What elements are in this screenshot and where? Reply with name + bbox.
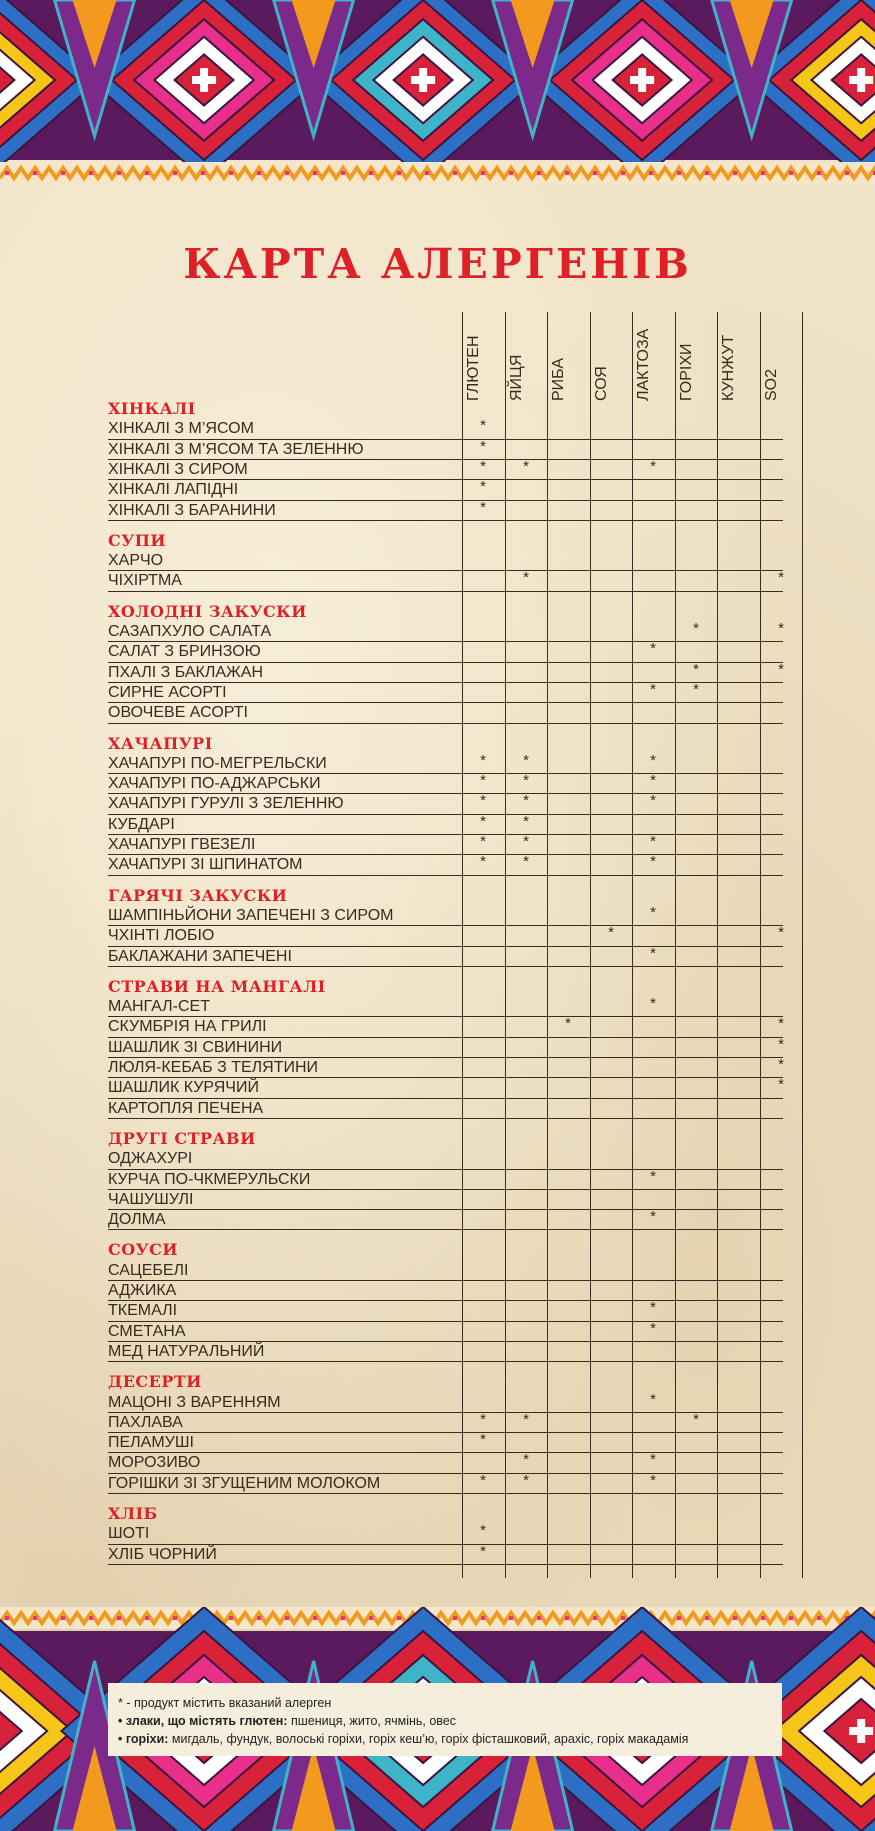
allergen-mark: * — [523, 751, 529, 769]
legend-line-asterisk: * - продукт містить вказаний алерген — [118, 1696, 332, 1710]
column-header — [632, 310, 674, 410]
row-divider — [108, 1361, 783, 1362]
row-divider — [108, 439, 783, 440]
section-title: ГАРЯЧІ ЗАКУСКИ — [108, 885, 288, 905]
section-title: ДРУГІ СТРАВИ — [108, 1128, 256, 1148]
dish-name: ХАЧАПУРІ ГУРУЛІ З ЗЕЛЕННЮ — [108, 795, 344, 813]
row-divider — [108, 814, 783, 815]
section-title: ХОЛОДНІ ЗАКУСКИ — [108, 601, 307, 621]
legend-line-nuts — [118, 1730, 772, 1748]
row-divider — [108, 1564, 783, 1565]
dish-name: ЧАШУШУЛІ — [108, 1190, 194, 1208]
allergen-mark: * — [650, 1167, 656, 1185]
row-divider — [108, 925, 783, 926]
section-title: СОУСИ — [108, 1240, 179, 1260]
dish-name: КАРТОПЛЯ ПЕЧЕНА — [108, 1099, 264, 1117]
row-divider — [108, 479, 783, 480]
allergen-mark: * — [778, 569, 784, 587]
dish-name: ОВОЧЕВЕ АСОРТІ — [108, 704, 248, 722]
dish-name: ЧІХІРТМА — [108, 572, 182, 590]
dish-name: МОРОЗИВО — [108, 1454, 201, 1472]
allergen-mark: * — [778, 1015, 784, 1033]
allergen-mark: * — [480, 833, 486, 850]
dish-name: СМЕТАНА — [108, 1322, 186, 1340]
allergen-mark: * — [523, 569, 529, 587]
dish-name: ДОЛМА — [108, 1211, 166, 1229]
section-title: ДЕСЕРТИ — [108, 1372, 202, 1392]
row-divider — [108, 1432, 783, 1433]
allergen-mark: * — [650, 1208, 656, 1226]
section-title: СТРАВИ НА МАНГАЛІ — [108, 976, 326, 996]
allergen-mark: * — [523, 1410, 529, 1428]
column-header — [717, 310, 759, 410]
allergen-mark: * — [650, 833, 656, 850]
row-divider — [108, 591, 783, 592]
legend-nuts-text: мигдаль, фундук, волоські горіхи, горіх кеш’ю, горіх фісташковий, арахіс, горіх макадамія — [168, 1732, 689, 1746]
allergen-mark: * — [650, 944, 656, 962]
allergen-mark: * — [650, 853, 656, 871]
dish-name: ШАШЛИК ЗІ СВИНИНИ — [108, 1038, 283, 1056]
allergen-mark: * — [778, 620, 784, 637]
section-title: ХАЧАПУРІ — [108, 733, 213, 753]
legend-gluten-text: пшениця, жито, ячмінь, овес — [287, 1714, 457, 1728]
dish-name: ХАЧАПУРІ ЗІ ШПИНАТОМ — [108, 856, 303, 874]
dish-name: ХЛІБ ЧОРНИЙ — [108, 1545, 217, 1563]
allergen-mark: * — [650, 1451, 656, 1469]
row-divider — [108, 875, 783, 876]
dish-name: ХІНКАЛІ З СИРОМ — [108, 460, 248, 478]
allergen-mark: * — [480, 1542, 486, 1560]
allergen-mark: * — [650, 792, 656, 810]
allergen-mark: * — [480, 772, 486, 790]
allergen-mark: * — [650, 903, 656, 921]
allergen-mark: * — [693, 660, 699, 678]
row-divider — [108, 702, 783, 703]
row-divider — [108, 1169, 783, 1170]
column-header — [590, 310, 632, 410]
row-divider — [108, 570, 783, 571]
row-divider — [108, 682, 783, 683]
dish-name: ЧХІНТІ ЛОБІО — [108, 927, 215, 945]
dish-name: ШОТІ — [108, 1525, 150, 1543]
dish-name: КУРЧА ПО-ЧКМЕРУЛЬСКИ — [108, 1170, 311, 1188]
allergen-mark: * — [523, 1451, 529, 1469]
allergen-mark: * — [480, 853, 486, 871]
row-divider — [108, 1057, 783, 1058]
column-header-label: СОЯ — [593, 366, 610, 401]
allergen-mark: * — [480, 792, 486, 810]
dish-name: САЛАТ З БРИНЗОЮ — [108, 643, 261, 661]
row-divider — [108, 1037, 783, 1038]
row-divider — [108, 1341, 783, 1342]
column-header — [760, 310, 802, 410]
row-divider — [108, 662, 783, 663]
legend-box — [108, 1683, 782, 1756]
allergen-mark: * — [778, 1076, 784, 1094]
allergen-mark: * — [778, 924, 784, 942]
allergen-mark: * — [480, 1431, 486, 1449]
allergen-mark: * — [480, 437, 486, 455]
allergen-mark: * — [650, 1471, 656, 1489]
dish-name: САЦЕБЕЛІ — [108, 1261, 189, 1279]
row-divider — [108, 500, 783, 501]
column-header-label: ЯЙЦЯ — [508, 354, 525, 401]
dish-name: ХІНКАЛІ З БАРАНИНИ — [108, 501, 276, 519]
allergen-mark: * — [565, 1015, 571, 1033]
row-divider — [108, 946, 783, 947]
row-divider — [108, 966, 783, 967]
dish-name: САЗАПХУЛО САЛАТА — [108, 623, 272, 640]
row-divider — [108, 773, 783, 774]
allergen-mark: * — [523, 457, 529, 475]
row-divider — [108, 1321, 783, 1322]
dish-name: МАНГАЛ-СЕТ — [108, 998, 210, 1016]
dish-name: ОДЖАХУРІ — [108, 1150, 193, 1168]
dish-name: ПХАЛІ З БАКЛАЖАН — [108, 663, 264, 681]
row-divider — [108, 1098, 783, 1099]
allergen-mark: * — [778, 1035, 784, 1053]
legend-line-gluten — [118, 1712, 772, 1730]
dish-name: КУБДАРІ — [108, 815, 175, 833]
dish-name: ПАХЛАВА — [108, 1413, 183, 1431]
dish-name: АДЖИКА — [108, 1282, 177, 1299]
dish-name: МЕД НАТУРАЛЬНИЙ — [108, 1342, 265, 1360]
column-header — [675, 310, 717, 410]
row-divider — [108, 1452, 783, 1453]
dish-name: МАЦОНІ З ВАРЕННЯМ — [108, 1393, 281, 1411]
row-divider — [108, 1412, 783, 1413]
dish-name: БАКЛАЖАНИ ЗАПЕЧЕНІ — [108, 947, 292, 965]
column-header-label: ГЛЮТЕН — [465, 335, 482, 401]
row-divider — [108, 1493, 783, 1494]
allergen-mark: * — [523, 772, 529, 790]
dish-name: СИРНЕ АСОРТІ — [108, 683, 227, 701]
dish-name: ХІНКАЛІ З М’ЯСОМ — [108, 420, 254, 438]
dish-name: ПЕЛАМУШІ — [108, 1434, 194, 1452]
column-header — [547, 310, 589, 410]
column-header-label: РИБА — [550, 358, 567, 401]
dish-name: ХІНКАЛІ З М’ЯСОМ ТА ЗЕЛЕННЮ — [108, 440, 364, 458]
row-divider — [108, 520, 783, 521]
allergen-mark: * — [480, 498, 486, 516]
row-divider — [108, 834, 783, 835]
dish-name: ГОРІШКИ ЗІ ЗГУЩЕНИМ МОЛОКОМ — [108, 1474, 381, 1492]
allergen-mark: * — [693, 1410, 699, 1428]
dish-name: ХАЧАПУРІ ГВЕЗЕЛІ — [108, 836, 256, 853]
column-divider — [802, 312, 803, 1578]
row-divider — [108, 854, 783, 855]
row-divider — [108, 1544, 783, 1545]
allergen-mark: * — [650, 995, 656, 1013]
column-header-label: ГОРІХИ — [678, 343, 695, 401]
allergen-mark: * — [650, 1319, 656, 1337]
row-divider — [108, 1473, 783, 1474]
allergen-mark: * — [650, 457, 656, 475]
allergen-mark: * — [650, 1390, 656, 1408]
row-divider — [108, 1229, 783, 1230]
allergen-mark: * — [480, 1471, 486, 1489]
row-divider — [108, 793, 783, 794]
row-divider — [108, 1209, 783, 1210]
column-header — [505, 310, 547, 410]
allergen-mark: * — [523, 853, 529, 871]
row-divider — [108, 1118, 783, 1119]
dish-name: ХІНКАЛІ ЛАПІДНІ — [108, 481, 239, 499]
row-divider — [108, 1016, 783, 1017]
allergen-mark: * — [523, 812, 529, 830]
allergen-mark: * — [650, 680, 656, 698]
row-divider — [108, 1300, 783, 1301]
column-header-label: ЛАКТОЗА — [635, 328, 652, 401]
page-title: КАРТА АЛЕРГЕНІВ — [183, 240, 692, 288]
allergen-mark: * — [608, 924, 614, 942]
section-title: ХІНКАЛІ — [108, 399, 196, 418]
allergen-mark: * — [480, 1522, 486, 1540]
dish-name: ШАШЛИК КУРЯЧИЙ — [108, 1079, 259, 1097]
column-header — [462, 310, 504, 410]
allergen-mark: * — [650, 751, 656, 769]
allergen-mark: * — [523, 1471, 529, 1489]
column-header-label: КУНЖУТ — [720, 334, 737, 401]
dish-name: ХАЧАПУРІ ПО-МЕГРЕЛЬСКИ — [108, 754, 327, 772]
allergen-mark: * — [480, 478, 486, 496]
row-divider — [108, 641, 783, 642]
row-divider — [108, 1189, 783, 1190]
allergen-mark: * — [523, 792, 529, 810]
allergen-mark: * — [650, 640, 656, 658]
dish-name: ТКЕМАЛІ — [108, 1302, 178, 1320]
dish-name: ШАМПІНЬЙОНИ ЗАПЕЧЕНІ З СИРОМ — [108, 906, 394, 924]
section-title: ХЛІБ — [108, 1504, 158, 1523]
dish-name: ХАЧАПУРІ ПО-АДЖАРСЬКИ — [108, 775, 321, 793]
allergen-mark: * — [778, 1056, 784, 1073]
dish-name: ХАРЧО — [108, 552, 164, 570]
row-divider — [108, 459, 783, 460]
allergen-mark: * — [480, 457, 486, 475]
allergen-mark: * — [480, 751, 486, 769]
allergen-mark: * — [650, 772, 656, 790]
column-header-label: SO2 — [763, 368, 780, 401]
allergen-mark: * — [480, 417, 486, 435]
row-divider — [108, 723, 783, 724]
row-divider — [108, 1280, 783, 1281]
allergen-mark: * — [693, 620, 699, 637]
allergen-mark: * — [650, 1299, 656, 1317]
allergen-mark: * — [693, 680, 699, 698]
allergen-mark: * — [778, 660, 784, 678]
section-title: СУПИ — [108, 530, 166, 550]
dish-name: ЛЮЛЯ-КЕБАБ З ТЕЛЯТИНИ — [108, 1059, 319, 1076]
legend-nuts-label: • горіхи: — [118, 1732, 169, 1746]
allergen-mark: * — [480, 1410, 486, 1428]
legend-gluten-label: • злаки, що містять глютен: — [118, 1714, 288, 1728]
allergen-mark: * — [523, 833, 529, 850]
allergen-mark: * — [480, 812, 486, 830]
dish-name: СКУМБРІЯ НА ГРИЛІ — [108, 1018, 267, 1036]
